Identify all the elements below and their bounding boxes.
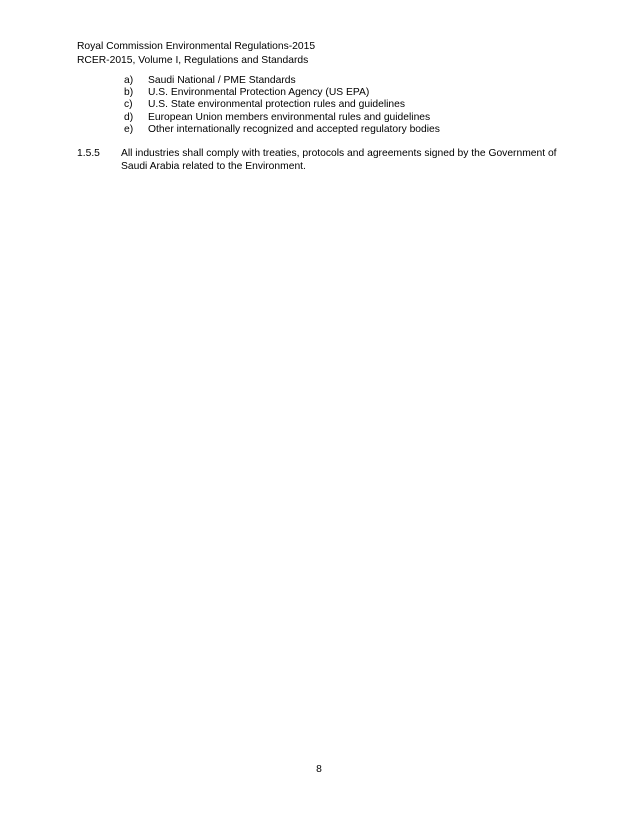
list-item-text: U.S. State environmental protection rules and guidelines <box>148 99 405 111</box>
clause-number: 1.5.5 <box>77 148 100 159</box>
list-item-marker: d) <box>124 111 134 123</box>
list-item-marker: c) <box>124 99 133 111</box>
list-item-text: European Union members environmental rules and guidelines <box>148 111 431 123</box>
list-item <box>124 124 440 136</box>
list-item <box>124 112 440 124</box>
list-item <box>124 87 440 99</box>
document-header <box>77 40 315 68</box>
list-item-marker: e) <box>124 123 134 135</box>
regulatory-sources-list <box>124 75 440 136</box>
list-item-text: Saudi National / PME Standards <box>148 75 296 86</box>
list-item <box>124 75 440 87</box>
list-item-text: U.S. Environmental Protection Agency (US EPA) <box>148 87 370 99</box>
clause-1-5-5 <box>77 147 577 173</box>
list-item-marker: b) <box>124 87 134 99</box>
clause-text: All industries shall comply with treaties, protocols and agreements signed by the Government of Saudi Arabia related to the Environment. <box>121 148 557 172</box>
list-item-text: Other internationally recognized and accepted regulatory bodies <box>148 123 440 135</box>
header-subtitle: RCER-2015, Volume I, Regulations and Standards <box>77 55 309 66</box>
list-item <box>124 99 440 111</box>
header-title: Royal Commission Environmental Regulations-2015 <box>77 41 316 52</box>
page-number: 8 <box>316 764 322 775</box>
list-item-marker: a) <box>124 75 134 86</box>
